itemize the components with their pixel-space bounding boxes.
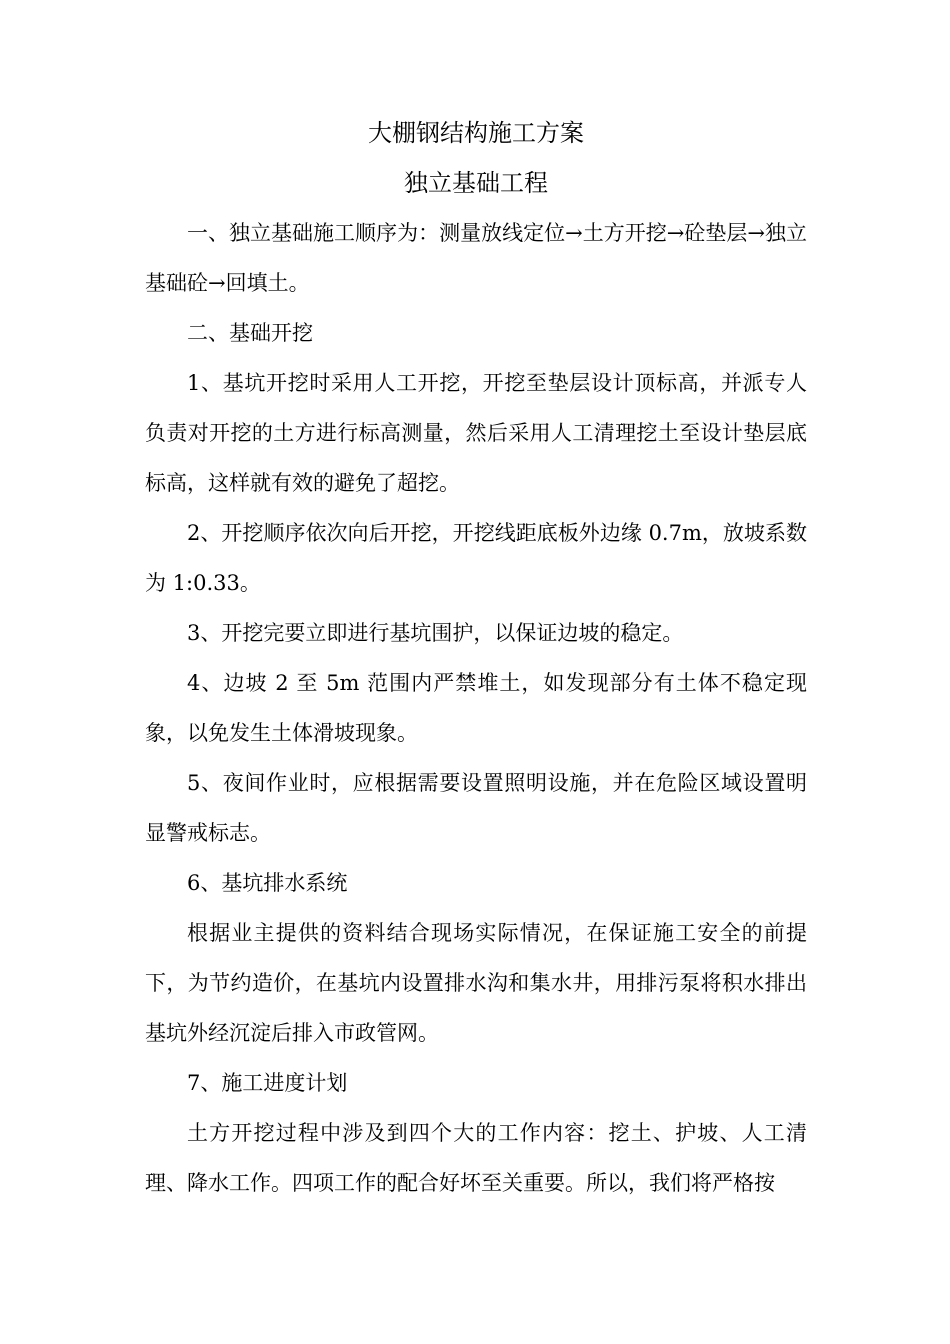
document-page bbox=[145, 108, 807, 1208]
paragraph-construction-sequence: 一、独立基础施工顺序为：测量放线定位→土方开挖→砼垫层→独立基础砼→回填土。 bbox=[145, 221, 807, 295]
paragraph-item-3: 3、开挖完要立即进行基坑围护，以保证边坡的稳定。 bbox=[187, 621, 684, 645]
paragraph-item-4: 4、边坡 2 至 5m 范围内严禁堆土，如发现部分有土体不稳定现象，以免发生土体滑坡现象。 bbox=[145, 671, 807, 745]
section-heading-excavation: 二、基础开挖 bbox=[187, 321, 313, 345]
section-heading-drainage: 6、基坑排水系统 bbox=[187, 871, 348, 895]
section-heading-schedule: 7、施工进度计划 bbox=[187, 1071, 348, 1095]
document-subtitle: 独立基础工程 bbox=[404, 169, 548, 197]
document-title: 大棚钢结构施工方案 bbox=[368, 119, 584, 147]
paragraph-item-2: 2、开挖顺序依次向后开挖，开挖线距底板外边缘 0.7m，放坡系数为 1:0.33。 bbox=[145, 521, 807, 595]
paragraph-drainage: 根据业主提供的资料结合现场实际情况，在保证施工安全的前提下，为节约造价，在基坑内设置排水沟和集水井，用排污泵将积水排出基坑外经沉淀后排入市政管网。 bbox=[145, 921, 807, 1045]
paragraph-item-1: 1、基坑开挖时采用人工开挖，开挖至垫层设计顶标高，并派专人负责对开挖的土方进行标高测量，然后采用人工清理挖土至设计垫层底标高，这样就有效的避免了超挖。 bbox=[145, 371, 807, 495]
paragraph-schedule: 土方开挖过程中涉及到四个大的工作内容：挖土、护坡、人工清理、降水工作。四项工作的配合好坏至关重要。所以，我们将严格按 bbox=[145, 1121, 807, 1195]
paragraph-item-5: 5、夜间作业时，应根据需要设置照明设施，并在危险区域设置明显警戒标志。 bbox=[145, 771, 807, 845]
